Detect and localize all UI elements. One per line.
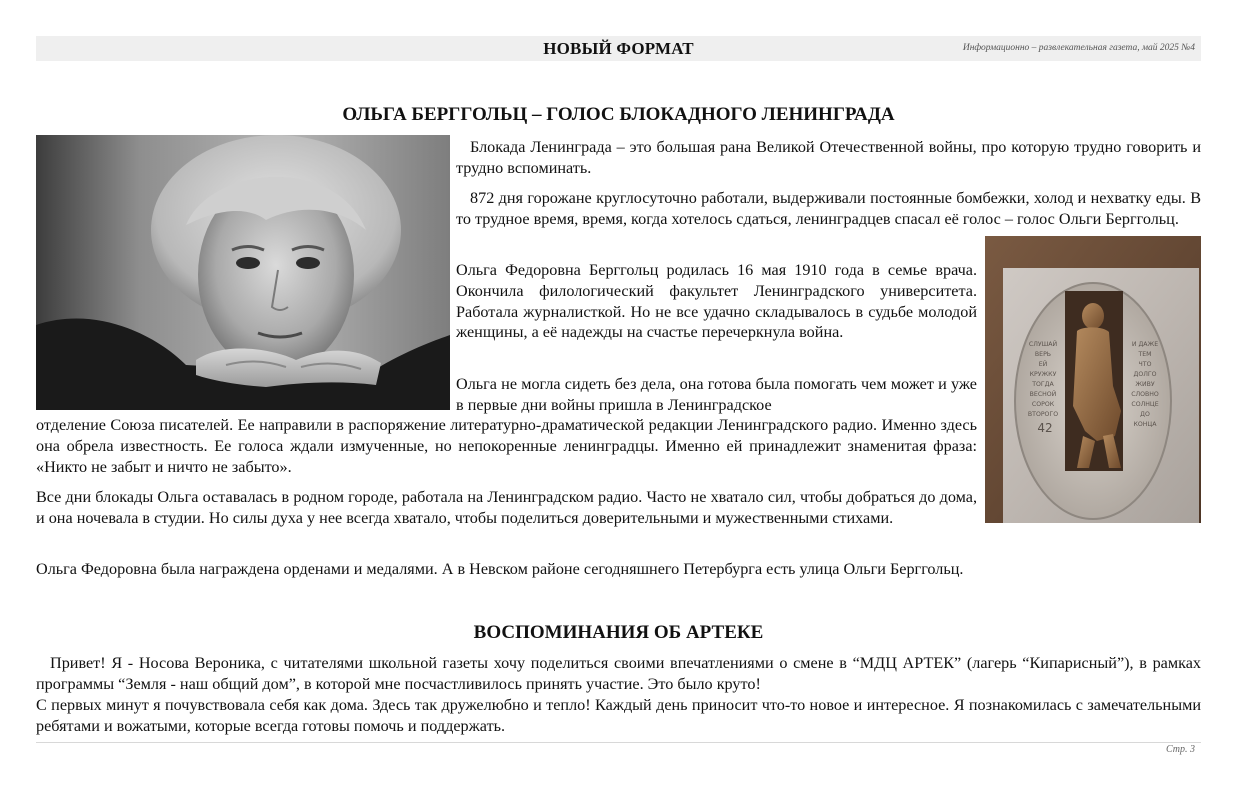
inscription-left-5: ВЕСНОЙ xyxy=(1029,391,1057,398)
article1-paragraph-5: Все дни блокады Ольга оставалась в родном городе, работала на Ленинградском радио. Часто не хватало сил, чтобы добраться до дома, и она ночевала в студии. Но силы духа у нее всегда хватало, чтобы поделиться доверительными и мужественными стихами. xyxy=(36,488,977,527)
article2-paragraph-1: Привет! Я - Носова Вероника, с читателями школьной газеты хочу поделиться своими впечатлениями о смене в “МДЦ АРТЕК” (лагерь “Кипарисный”), в рамках программы “Земля - наш общий дом”, в которой мне посчастливилось принять участие. Это было круто! xyxy=(36,654,1201,693)
article1-paragraph-1: Блокада Ленинграда – это большая рана Великой Отечественной войны, про которую трудно говорить и трудно вспоминать. xyxy=(456,138,1201,177)
inscription-left-2: ЕЙ xyxy=(1038,361,1048,368)
inscription-right-7: ДО xyxy=(1140,411,1150,418)
inscription-right-0: И ДАЖЕ xyxy=(1131,341,1159,348)
portrait-photo xyxy=(36,135,450,410)
inscription-left-8: 42 xyxy=(1037,421,1053,435)
inscription-right-8: КОНЦА xyxy=(1133,421,1157,428)
inscription-left-4: ТОГДА xyxy=(1032,381,1054,388)
article1-paragraph-3: Ольга Федоровна Берггольц родилась 16 мая 1910 года в семье врача. Окончила филологический факультет Ленинградского университета. Работала журналисткой. Но не все удачно складывалось в судьбе молодой женщины, а её надежды на счастье перечеркнула война. xyxy=(456,261,977,342)
newspaper-name: НОВЫЙ ФОРМАТ xyxy=(543,39,694,58)
inscription-right-1: ТЕМ xyxy=(1138,351,1152,358)
inscription-right-6: СОЛНЦЕ xyxy=(1131,401,1159,408)
memorial-plaque-photo xyxy=(985,236,1201,523)
inscription-left-1: ВЕРЬ xyxy=(1034,351,1052,358)
issue-info: Информационно – развлекательная газета, май 2025 №4 xyxy=(962,43,1195,53)
article-title-artek: ВОСПОМИНАНИЯ ОБ АРТЕКЕ xyxy=(473,622,764,643)
inscription-left-0: СЛУШАЙ xyxy=(1028,341,1058,348)
page-number: Стр. 3 xyxy=(1165,744,1195,755)
newspaper-header xyxy=(36,36,1201,61)
article1-paragraph-4-start: Ольга не могла сидеть без дела, она готова была помогать чем может и уже в первые дни войны пришла в Ленинградское xyxy=(456,375,977,414)
article1-paragraph-2: 872 дня горожане круглосуточно работали, выдерживали постоянные бомбежки, холод и нехватку еды. В то трудное время, время, когда хотелось сдаться, ленинградцев спасал её голос – голос Ольги Берггольц. xyxy=(456,189,1201,228)
inscription-right-2: ЧТО xyxy=(1138,361,1152,368)
inscription-left-6: СОРОК xyxy=(1031,401,1055,408)
article1-paragraph-4-continued: отделение Союза писателей. Ее направили в распоряжение литературно-драматической редакции Ленинградского радио. Именно здесь она обрела известность. Ее голоса ждали измученные, но непокоренные ленинградцы. Именно ей принадлежит знаменитая фраза: «Никто не забыт и ничто не забыто». xyxy=(36,416,977,476)
inscription-right-3: ДОЛГО xyxy=(1133,371,1157,378)
inscription-left-7: ВТОРОГО xyxy=(1027,411,1059,418)
article2-paragraph-2: С первых минут я почувствовала себя как дома. Здесь так дружелюбно и тепло! Каждый день приносит что-то новое и интересное. Я познакомилась с замечательными ребятами и вожатыми, которые всегда готовы помочь и поддержать. xyxy=(36,696,1201,735)
inscription-right-4: ЖИВУ xyxy=(1135,381,1155,388)
inscription-left-3: КРУЖКУ xyxy=(1029,371,1057,378)
article1-paragraph-6: Ольга Федоровна была награждена орденами и медалями. А в Невском районе сегодняшнего Петербурга есть улица Ольги Берггольц. xyxy=(36,560,964,578)
inscription-right-5: СЛОВНО xyxy=(1131,391,1159,398)
article-title-berggolts: ОЛЬГА БЕРГГОЛЬЦ – ГОЛОС БЛОКАДНОГО ЛЕНИНГРАДА xyxy=(342,104,895,125)
footer-divider xyxy=(36,742,1201,743)
